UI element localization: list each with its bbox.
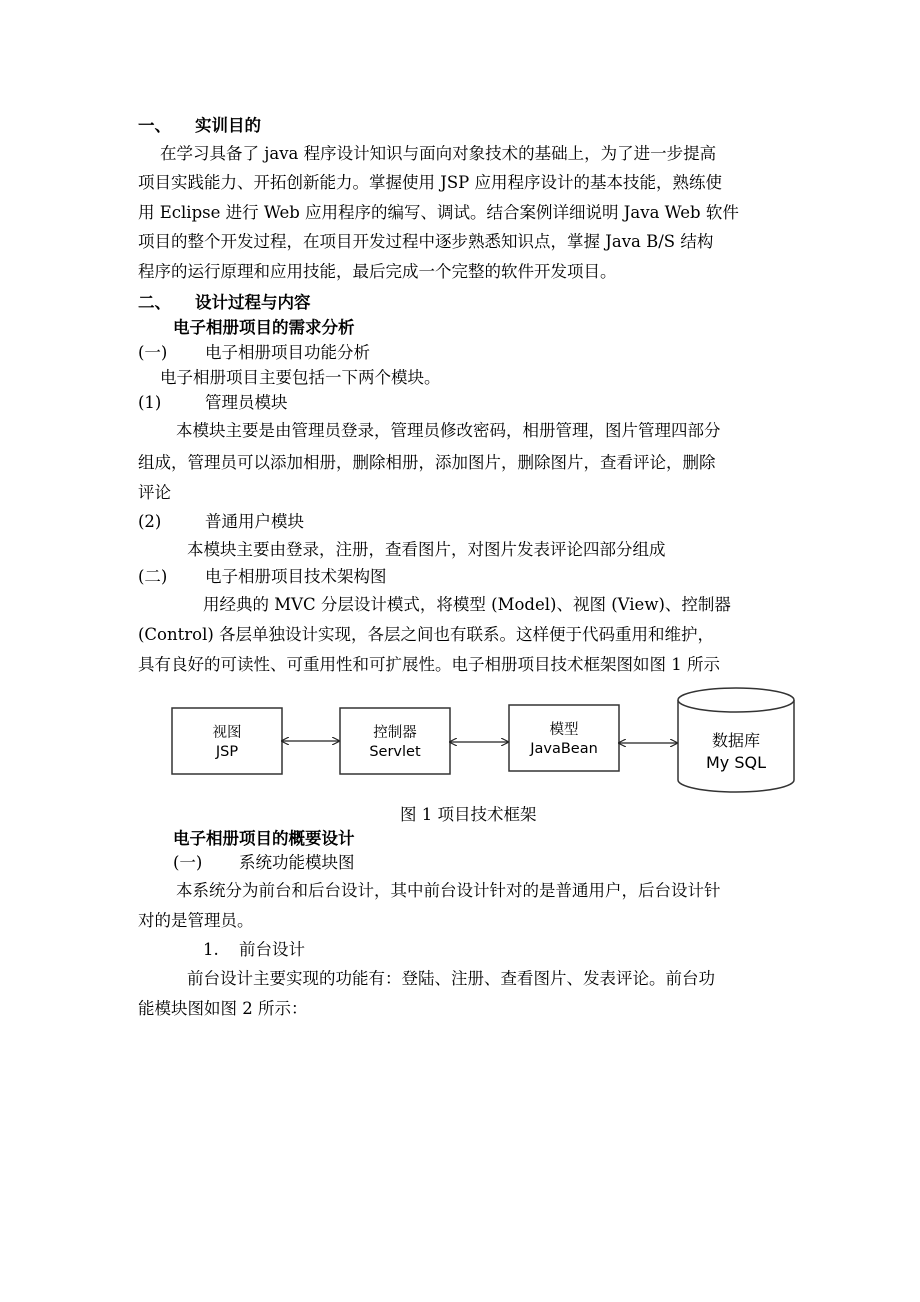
module-2-title: 普通用户模块	[205, 512, 304, 531]
paragraph-line: 对的是管理员。	[138, 911, 254, 930]
section-1-number: 一、	[138, 116, 171, 135]
architecture-diagram	[160, 682, 800, 798]
paragraph-line: 项目实践能力、开拓创新能力。掌握使用 JSP 应用程序设计的基本技能，熟练使	[138, 173, 723, 192]
controller-tech: Servlet	[369, 744, 421, 760]
paragraph-line: 用经典的 MVC 分层设计模式，将模型 (Model)、视图 (View)、控制器	[203, 595, 731, 614]
section-2-number: 二、	[138, 293, 171, 312]
view-label: 视图	[212, 725, 242, 741]
paragraph-line: 程序的运行原理和应用技能，最后完成一个完整的软件开发项目。	[138, 262, 617, 281]
paragraph-line: 评论	[138, 483, 171, 502]
module-2-number: (2)	[138, 512, 162, 531]
paragraph-line: 本系统分为前台和后台设计，其中前台设计针对的是普通用户，后台设计针	[176, 881, 721, 900]
module-2-text: 本模块主要由登录，注册，查看图片，对图片发表评论四部分组成	[187, 540, 666, 559]
controller-box	[340, 708, 450, 774]
overview-design-title: 电子相册项目的概要设计	[173, 829, 355, 848]
section-1-title: 实训目的	[195, 116, 261, 135]
figure-1-caption: 图 1 项目技术框架	[400, 805, 537, 824]
frontend-title: 前台设计	[239, 940, 305, 959]
paragraph-line: 项目的整个开发过程，在项目开发过程中逐步熟悉知识点，掌握 Java B/S 结构	[138, 232, 714, 251]
paragraph-line: 前台设计主要实现的功能有：登陆、注册、查看图片、发表评论。前台功	[187, 969, 715, 988]
view-tech: JSP	[215, 744, 239, 760]
module-1-title: 管理员模块	[205, 393, 288, 412]
paragraph-line: 用 Eclipse 进行 Web 应用程序的编写、调试。结合案例详细说明 Java Web 软件	[138, 203, 739, 222]
subsection-1-title: 电子相册项目功能分析	[205, 343, 370, 362]
subsection-1-number: (一)	[138, 343, 168, 362]
subsection-1-intro: 电子相册项目主要包括一下两个模块。	[160, 368, 441, 387]
db-tech: My SQL	[705, 753, 767, 772]
subsection-2-number: (二)	[138, 567, 168, 586]
model-label: 模型	[549, 722, 579, 738]
controller-label: 控制器	[373, 725, 417, 741]
model-box	[509, 705, 619, 771]
section-2-title: 设计过程与内容	[195, 293, 311, 312]
view-box	[172, 708, 282, 774]
paragraph-line: 具有良好的可读性、可重用性和可扩展性。电子相册项目技术框架图如图 1 所示	[138, 655, 720, 674]
paragraph-line: 组成，管理员可以添加相册，删除相册，添加图片，删除图片，查看评论，删除	[138, 453, 716, 472]
frontend-number: 1.	[203, 940, 219, 959]
subsection-2-title: 电子相册项目技术架构图	[205, 567, 387, 586]
model-tech: JavaBean	[530, 741, 598, 757]
module-1-number: (1)	[138, 393, 162, 412]
requirements-title: 电子相册项目的需求分析	[173, 318, 355, 337]
paragraph-line: 能模块图如图 2 所示：	[138, 999, 308, 1018]
section-3-sub-title: 系统功能模块图	[239, 853, 355, 872]
section-3-sub-number: (一)	[173, 853, 203, 872]
paragraph-line: (Control) 各层单独设计实现，各层之间也有联系。这样便于代码重用和维护，	[138, 625, 715, 644]
paragraph-line: 在学习具备了 java 程序设计知识与面向对象技术的基础上，为了进一步提高	[160, 144, 717, 163]
db-label: 数据库	[711, 731, 761, 750]
paragraph-line: 本模块主要是由管理员登录，管理员修改密码，相册管理，图片管理四部分	[176, 421, 721, 440]
